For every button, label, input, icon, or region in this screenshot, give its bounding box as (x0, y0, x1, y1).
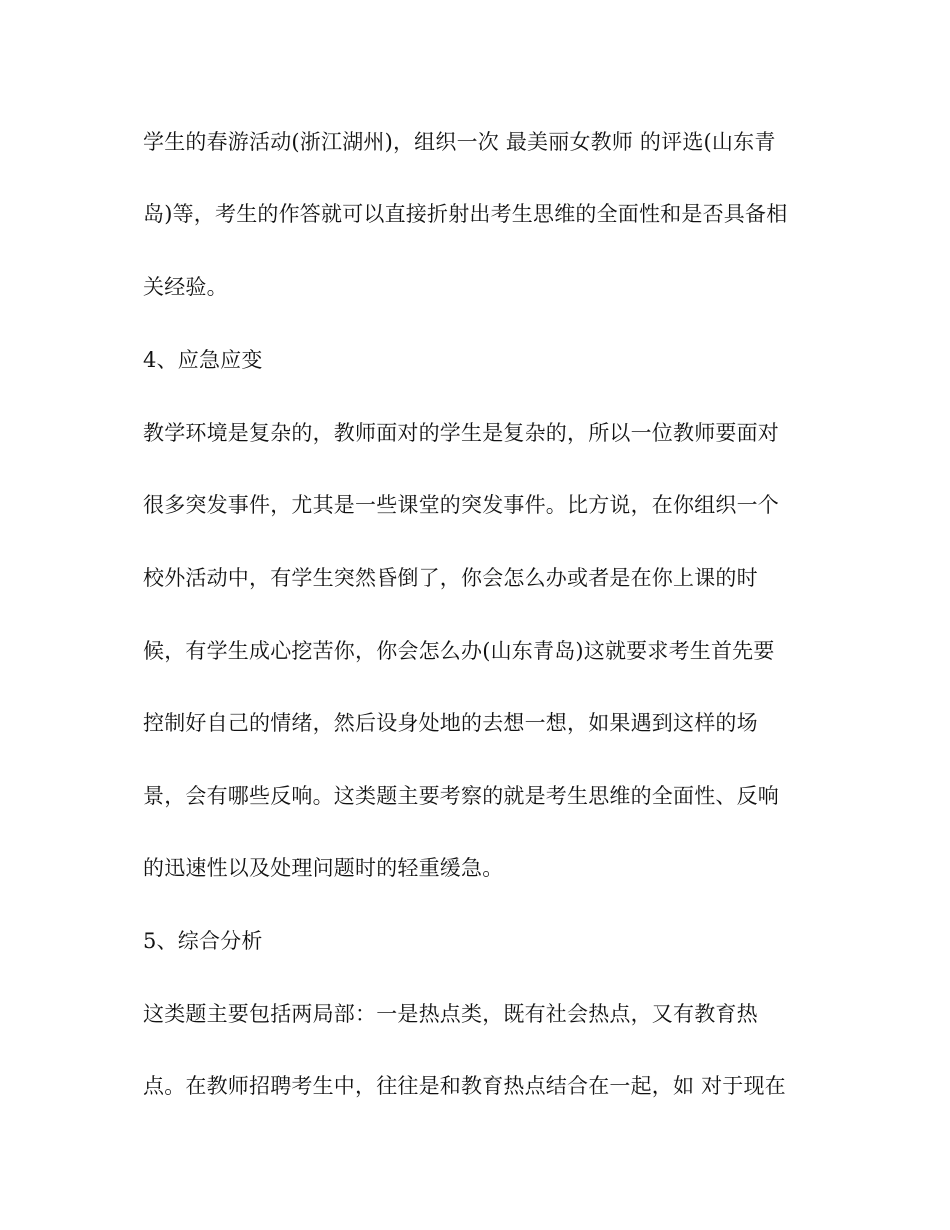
text-line: 教学环境是复杂的，教师面对的学生是复杂的，所以一位教师要面对 (143, 421, 779, 445)
section-heading: 5、综合分析 (143, 929, 263, 953)
text-line: 的迅速性以及处理问题时的轻重缓急。 (143, 856, 504, 880)
text-line: 岛)等，考生的作答就可以直接折射出考生思维的全面性和是否具备相 (143, 202, 788, 226)
text-line: 学生的春游活动(浙江湖州)，组织一次 最美丽女教师 的评选(山东青 (143, 130, 776, 154)
text-line: 校外活动中，有学生突然昏倒了，你会怎么办或者是在你上课的时 (143, 566, 758, 590)
text-line: 这类题主要包括两局部：一是热点类，既有社会热点，又有教育热 (143, 1002, 758, 1026)
text-line: 关经验。 (143, 275, 228, 299)
text-line: 点。在教师招聘考生中，往往是和教育热点结合在一起，如 对于现在 (143, 1074, 786, 1098)
text-line: 景，会有哪些反响。这类题主要考察的就是考生思维的全面性、反响 (143, 784, 779, 808)
text-line: 候，有学生成心挖苦你，你会怎么办(山东青岛)这就要求考生首先要 (143, 639, 775, 663)
section-heading: 4、应急应变 (143, 348, 263, 372)
text-line: 控制好自己的情绪，然后设身处地的去想一想，如果遇到这样的场 (143, 711, 758, 735)
text-line: 很多突发事件，尤其是一些课堂的突发事件。比方说，在你组织一个 (143, 493, 779, 517)
